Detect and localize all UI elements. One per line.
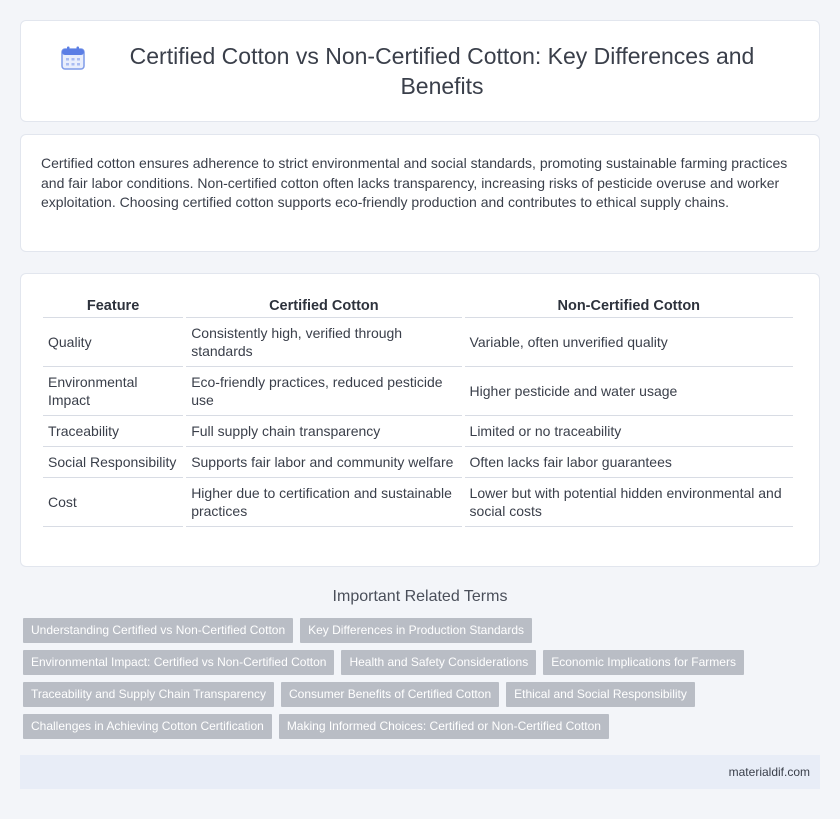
table-header-row (43, 294, 793, 318)
row-feature: Environmental Impact (43, 367, 183, 416)
intro-text: Certified cotton ensures adherence to strict environmental and social standards, promoting sustainable farming practices and fair labor conditions. Non-certified cotton often lacks transparency, increasing risks of pesticide overuse and worker exploitation. Choosing certified cotton supports eco-friendly production and contributes to ethical supply chains. (41, 155, 788, 210)
row-certified: Eco-friendly practices, reduced pesticide use (186, 367, 461, 416)
related-tag[interactable]: Health and Safety Considerations (341, 650, 536, 675)
row-non-certified: Variable, often unverified quality (465, 318, 793, 367)
table-row (43, 478, 793, 527)
related-terms-tags (0, 618, 840, 746)
related-tag[interactable]: Making Informed Choices: Certified or Non-Certified Cotton (279, 714, 609, 739)
intro-card (20, 134, 820, 252)
row-certified: Consistently high, verified through standards (186, 318, 461, 367)
row-feature: Quality (43, 318, 183, 367)
footer-site-link[interactable]: materialdif.com (728, 765, 810, 779)
related-terms-title: Important Related Terms (332, 588, 508, 605)
related-tag[interactable]: Environmental Impact: Certified vs Non-Certified Cotton (23, 650, 334, 675)
related-tag[interactable]: Economic Implications for Farmers (543, 650, 744, 675)
related-tag[interactable]: Key Differences in Production Standards (300, 618, 532, 643)
table-row (43, 416, 793, 447)
comparison-table-card (20, 273, 820, 567)
related-tag[interactable]: Traceability and Supply Chain Transparency (23, 682, 274, 707)
calendar-icon (60, 45, 86, 71)
row-feature: Social Responsibility (43, 447, 183, 478)
table-row (43, 367, 793, 416)
related-tag[interactable]: Challenges in Achieving Cotton Certification (23, 714, 272, 739)
related-tag[interactable]: Ethical and Social Responsibility (506, 682, 695, 707)
related-tag[interactable]: Consumer Benefits of Certified Cotton (281, 682, 499, 707)
row-non-certified: Limited or no traceability (465, 416, 793, 447)
row-certified: Full supply chain transparency (186, 416, 461, 447)
related-tag[interactable]: Understanding Certified vs Non-Certified Cotton (23, 618, 293, 643)
related-terms-section (0, 588, 840, 746)
header-feature: Feature (43, 294, 183, 318)
row-non-certified: Lower but with potential hidden environmental and social costs (465, 478, 793, 527)
comparison-table (40, 294, 796, 527)
table-row (43, 447, 793, 478)
row-certified: Supports fair labor and community welfare (186, 447, 461, 478)
title-wrap (60, 41, 780, 101)
header-certified: Certified Cotton (186, 294, 461, 318)
page-title: Certified Cotton vs Non-Certified Cotton: Key Differences and Benefits (129, 43, 755, 99)
header-non-certified: Non-Certified Cotton (465, 294, 793, 318)
row-non-certified: Often lacks fair labor guarantees (465, 447, 793, 478)
row-feature: Cost (43, 478, 183, 527)
table-row (43, 318, 793, 367)
title-card (20, 20, 820, 122)
footer (20, 755, 820, 789)
row-certified: Higher due to certification and sustainable practices (186, 478, 461, 527)
row-non-certified: Higher pesticide and water usage (465, 367, 793, 416)
row-feature: Traceability (43, 416, 183, 447)
